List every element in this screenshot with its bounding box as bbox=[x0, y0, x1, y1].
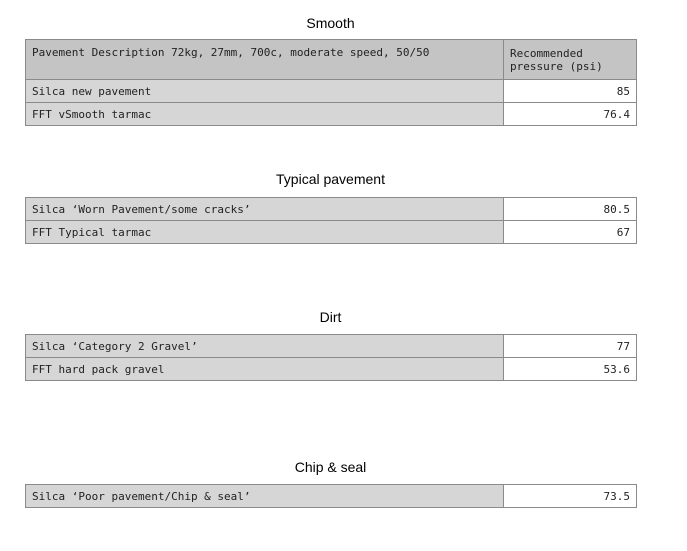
row-pressure: 80.5 bbox=[504, 198, 637, 221]
row-description: Silca new pavement bbox=[26, 80, 504, 103]
row-pressure: 73.5 bbox=[504, 485, 637, 508]
table-typical-pavement bbox=[25, 197, 637, 244]
table-row bbox=[26, 198, 637, 221]
table-header-row bbox=[26, 40, 637, 80]
table-row bbox=[26, 80, 637, 103]
table-row bbox=[26, 485, 637, 508]
row-pressure: 76.4 bbox=[504, 103, 637, 126]
table-row bbox=[26, 221, 637, 244]
table-smooth bbox=[25, 39, 637, 126]
row-pressure: 67 bbox=[504, 221, 637, 244]
row-description: FFT Typical tarmac bbox=[26, 221, 504, 244]
header-pavement-description: Pavement Description 72kg, 27mm, 700c, moderate speed, 50/50 bbox=[26, 40, 504, 80]
row-pressure: 85 bbox=[504, 80, 637, 103]
row-description: FFT vSmooth tarmac bbox=[26, 103, 504, 126]
section-title-typical-pavement: Typical pavement bbox=[276, 171, 385, 187]
row-description: Silca ‘Worn Pavement/some cracks’ bbox=[26, 198, 504, 221]
row-pressure: 77 bbox=[504, 335, 637, 358]
section-title-smooth: Smooth bbox=[306, 15, 355, 31]
table-dirt bbox=[25, 334, 637, 381]
row-description: Silca ‘Poor pavement/Chip & seal’ bbox=[26, 485, 504, 508]
table-row bbox=[26, 335, 637, 358]
section-title-dirt: Dirt bbox=[319, 309, 342, 325]
table-row bbox=[26, 358, 637, 381]
row-description: Silca ‘Category 2 Gravel’ bbox=[26, 335, 504, 358]
table-chip-and-seal bbox=[25, 484, 637, 508]
section-title-chip-and-seal: Chip & seal bbox=[294, 459, 367, 475]
table-row bbox=[26, 103, 637, 126]
header-recommended-pressure: Recommended pressure (psi) bbox=[504, 40, 637, 80]
row-description: FFT hard pack gravel bbox=[26, 358, 504, 381]
row-pressure: 53.6 bbox=[504, 358, 637, 381]
